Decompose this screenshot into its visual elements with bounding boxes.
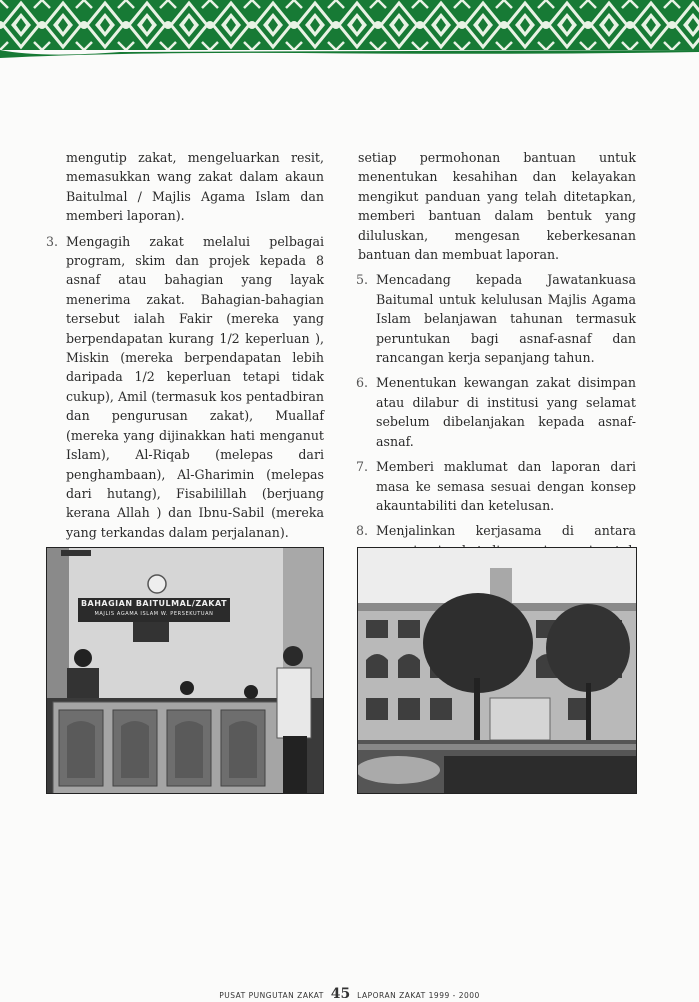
footer-right: LAPORAN ZAKAT 1999 - 2000 (357, 991, 480, 1000)
office-sign (78, 598, 230, 622)
continuation-text: setiap permohonan bantuan untuk menentukan kesahihan dan kelayakan mengikut panduan yang telah ditetapkan, memberi bantuan dalam bentuk yang diluluskan, mengesan keberkesanan bantuan dan membuat laporan. (358, 150, 636, 263)
building-photo (357, 547, 637, 794)
item-number: 5. (356, 272, 369, 288)
sign-title: BAHAGIAN BAITULMAL/ZAKAT (80, 599, 228, 608)
list-item (48, 232, 324, 543)
list-item (358, 270, 636, 367)
left-column (48, 148, 324, 612)
item-text: Menjalinkan kerjasama di antara (376, 523, 636, 539)
item-text: Memberi maklumat dan laporan dari masa ke semasa sesuai dengan konsep akauntabiliti dan ketelusan. (376, 459, 636, 513)
office-counter-photo (46, 547, 324, 794)
page-number: 45 (330, 986, 351, 1002)
item-number: 7. (356, 459, 369, 475)
item-number: 6. (356, 375, 369, 391)
continuation-text: mengutip zakat, mengeluarkan resit, memasukkan wang zakat dalam akaun Baitulmal / Majlis Agama Islam dan memberi laporan). (66, 150, 324, 224)
list-item (358, 373, 636, 451)
sign-subtitle: MAJLIS AGAMA ISLAM W. PERSEKUTUAN (94, 611, 214, 617)
item-text: Mengagih zakat melalui pelbagai program, skim dan projek kepada 8 asnaf atau bahagian yang layak menerima zakat. Bahagian-bahagian tersebut ialah Fakir (mereka yang berpendapatan kurang 1/2 keperluan ), Miskin (mereka berpendapatan lebih daripada 1/2 keperluan tetapi tidak cukup), Amil (termasuk kos pentadbiran dan pengurusan zakat), Muallaf (mereka yang dijinakkan hati menganut Islam), Al-Riqab (melepas dari penghambaan), Al-Gharimin (melepas dari hutang), Fisabilillah (berjuang kerana Allah ) dan Ibnu-Sabil (mereka yang terkandas dalam perjalanan). (66, 233, 324, 540)
item-number: 3. (46, 233, 59, 249)
decorative-banner (0, 0, 699, 58)
footer-left: PUSAT PUNGUTAN ZAKAT (219, 991, 324, 1000)
right-column (358, 148, 636, 605)
list-item (358, 457, 636, 515)
item-text: Mencadang kepada Jawatankuasa Baitumal untuk kelulusan Majlis Agama Islam belanjawan tahunan termasuk peruntukan bagi asnaf-asnaf dan rancangan kerja sepanjang tahun. (376, 272, 636, 366)
item-text: Menentukan kewangan zakat disimpan atau dilabur di institusi yang selamat sebelum dibelanjakan kepada asnaf-asnaf. (376, 375, 636, 449)
item-number: 8. (356, 523, 369, 539)
